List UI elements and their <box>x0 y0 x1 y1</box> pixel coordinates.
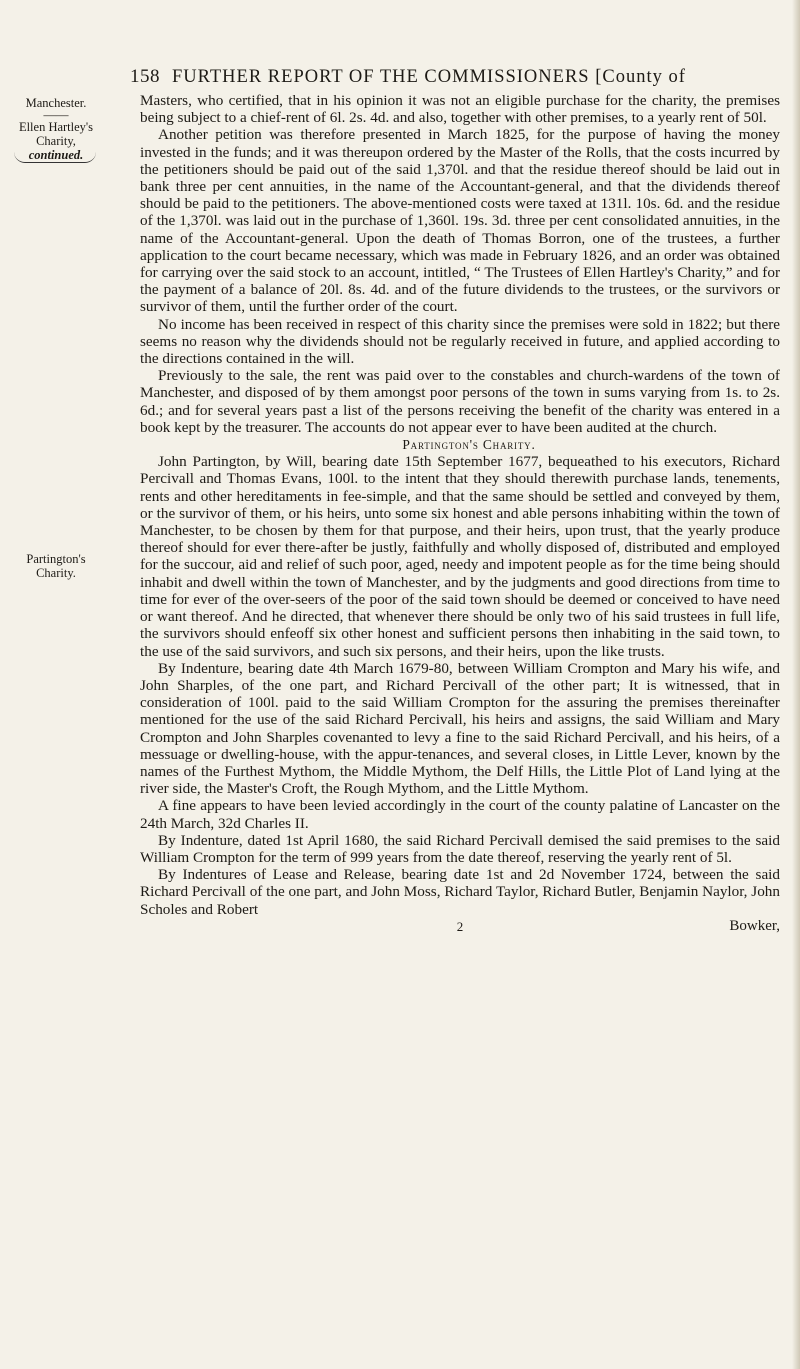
section-paragraph-2: By Indenture, bearing date 4th March 1679-80, between William Crompton and Mary his wife, and John Sharples, of the one part, and Richard Percivall of the other part; It is witnessed, that in consideration of 100l. paid to the said William Crompton for the assuring the premises thereinafter mentioned for the use of the said Richard Percivall, his heirs and assigns, the said William and Mary Crompton and John Sharples covenanted to levy a fine to the said Richard Percivall, and his heirs, of a messuage or dwelling-house, with the appur-tenances, and several closes, in Little Lever, known by the names of the Furthest Mythom, the Middle Mythom, the Delf Hills, the Little Plot of Land lying at the river side, the Master's Croft, the Rough Mythom, and the Little Mythom. <box>140 659 780 798</box>
margin-partington-line1: Partington's <box>26 552 86 566</box>
paragraph-1: Masters, who certified, that in his opinion it was not an eligible purchase for the charity, the premises being subject to a chief-rent of 6l. 2s. 4d. and also, together with other premises, to a yearly rent of 50l. <box>140 92 780 127</box>
page-number: 158 <box>130 66 160 87</box>
paragraph-3: No income has been received in respect of this charity since the premises were sold in 1822; but there seems no reason why the dividends should not be regularly received in future, and applied according to the directions contained in the will. <box>140 315 780 368</box>
margin-hartley-line2: Charity, <box>36 134 76 148</box>
page-footer <box>140 918 780 935</box>
running-title: FURTHER REPORT OF THE COMMISSIONERS [County of <box>172 67 686 87</box>
page-edge-shadow <box>792 0 800 1369</box>
margin-note-place <box>6 96 106 120</box>
section-paragraph-5: By Indentures of Lease and Release, bearing date 1st and 2d November 1724, between the said Richard Percivall of the one part, and John Moss, Richard Taylor, Richard Butler, Benjamin Naylor, John Scholes and Robert <box>140 866 780 918</box>
signature-mark: 2 <box>456 918 464 934</box>
margin-partington-line2: Charity. <box>36 566 76 580</box>
margin-hartley-continued: continued. <box>28 148 84 162</box>
margin-place: Manchester. <box>25 96 87 110</box>
section-paragraph-1: John Partington, by Will, bearing date 15th September 1677, bequeathed to his executors, Richard Percivall and Thomas Evans, 100l. to the intent that they should therewith purchase lands, tenements, rents and other hereditaments in fee-simple, and that the same should be settled and conveyed by them, or the survivor of them, or his heirs, unto some six honest and able persons inhabiting within the town of Manchester, to be chosen by them for that purpose, and their heirs, upon trust, that the yearly produce thereof should for ever there-after be justly, faithfully and wholly disposed of, distributed and employed for the succour, aid and relief of such poor, aged, needy and impotent people as for the time being should inhabit and dwell within the town of Manchester, and by the judgments and good directions from time to time for ever of the over-seers of the poor of the said town should be deemed or conceived to have need or want thereof. And he directed, that whenever there should be only two of his said trustees in full life, the survivors should enfeoff six other honest and sufficient persons then inhabiting in the said town, to the use of the said survivors, and such six persons, and their heirs, upon the like trusts. <box>140 453 780 660</box>
catchword: Bowker, <box>729 917 780 934</box>
section-paragraph-3: A fine appears to have been levied accordingly in the court of the county palatine of Lancaster on the 24th March, 32d Charles II. <box>140 797 780 832</box>
margin-brace <box>14 152 96 163</box>
running-header <box>130 66 775 88</box>
paragraph-2: Another petition was therefore presented in March 1825, for the purpose of having the money invested in the funds; and it was thereupon ordered by the Master of the Rolls, that the costs incurred by the petitioners should be paid out of the said 1,370l. and that the residue thereof should be laid out in bank three per cent annuities, in the name of the Accountant-general, and that the dividends thereof should be paid to the petitioners. The above-mentioned costs were taxed at 131l. 10s. 6d. and the residue of the 1,370l. was laid out in the purchase of 1,360l. 19s. 3d. three per cent consolidated annuities, in the name of the Accountant-general. Upon the death of Thomas Borron, one of the trustees, a further application to the court became necessary, which was made in February 1826, and an order was obtained for carrying over the said stock to an account, intitled, “ The Trustees of Ellen Hartley's Charity,” and for the payment of a balance of 20l. 8s. 4d. and of the future dividends to the trustees, or the survivors or survivor of them, until the further order of the court. <box>140 126 780 316</box>
body-text <box>140 92 780 935</box>
paragraph-4: Previously to the sale, the rent was paid over to the constables and church-wardens of the town of Manchester, and disposed of by them amongst poor persons of the town in sums varying from 1s. to 2s. 6d.; and for several years past a list of the persons receiving the benefit of the charity was entered in a book kept by the treasurer. The accounts do not appear ever to have been audited at the church. <box>140 367 780 436</box>
margin-dash: —— <box>43 108 69 122</box>
section-paragraph-4: By Indenture, dated 1st April 1680, the said Richard Percivall demised the said premises to the said William Crompton for the term of 999 years from the date thereof, reserving the yearly rent of 5l. <box>140 831 780 866</box>
section-caption: Partington's Charity. <box>402 437 536 453</box>
margin-note-partington <box>6 552 106 580</box>
margin-hartley-line1: Ellen Hartley's <box>18 120 94 134</box>
